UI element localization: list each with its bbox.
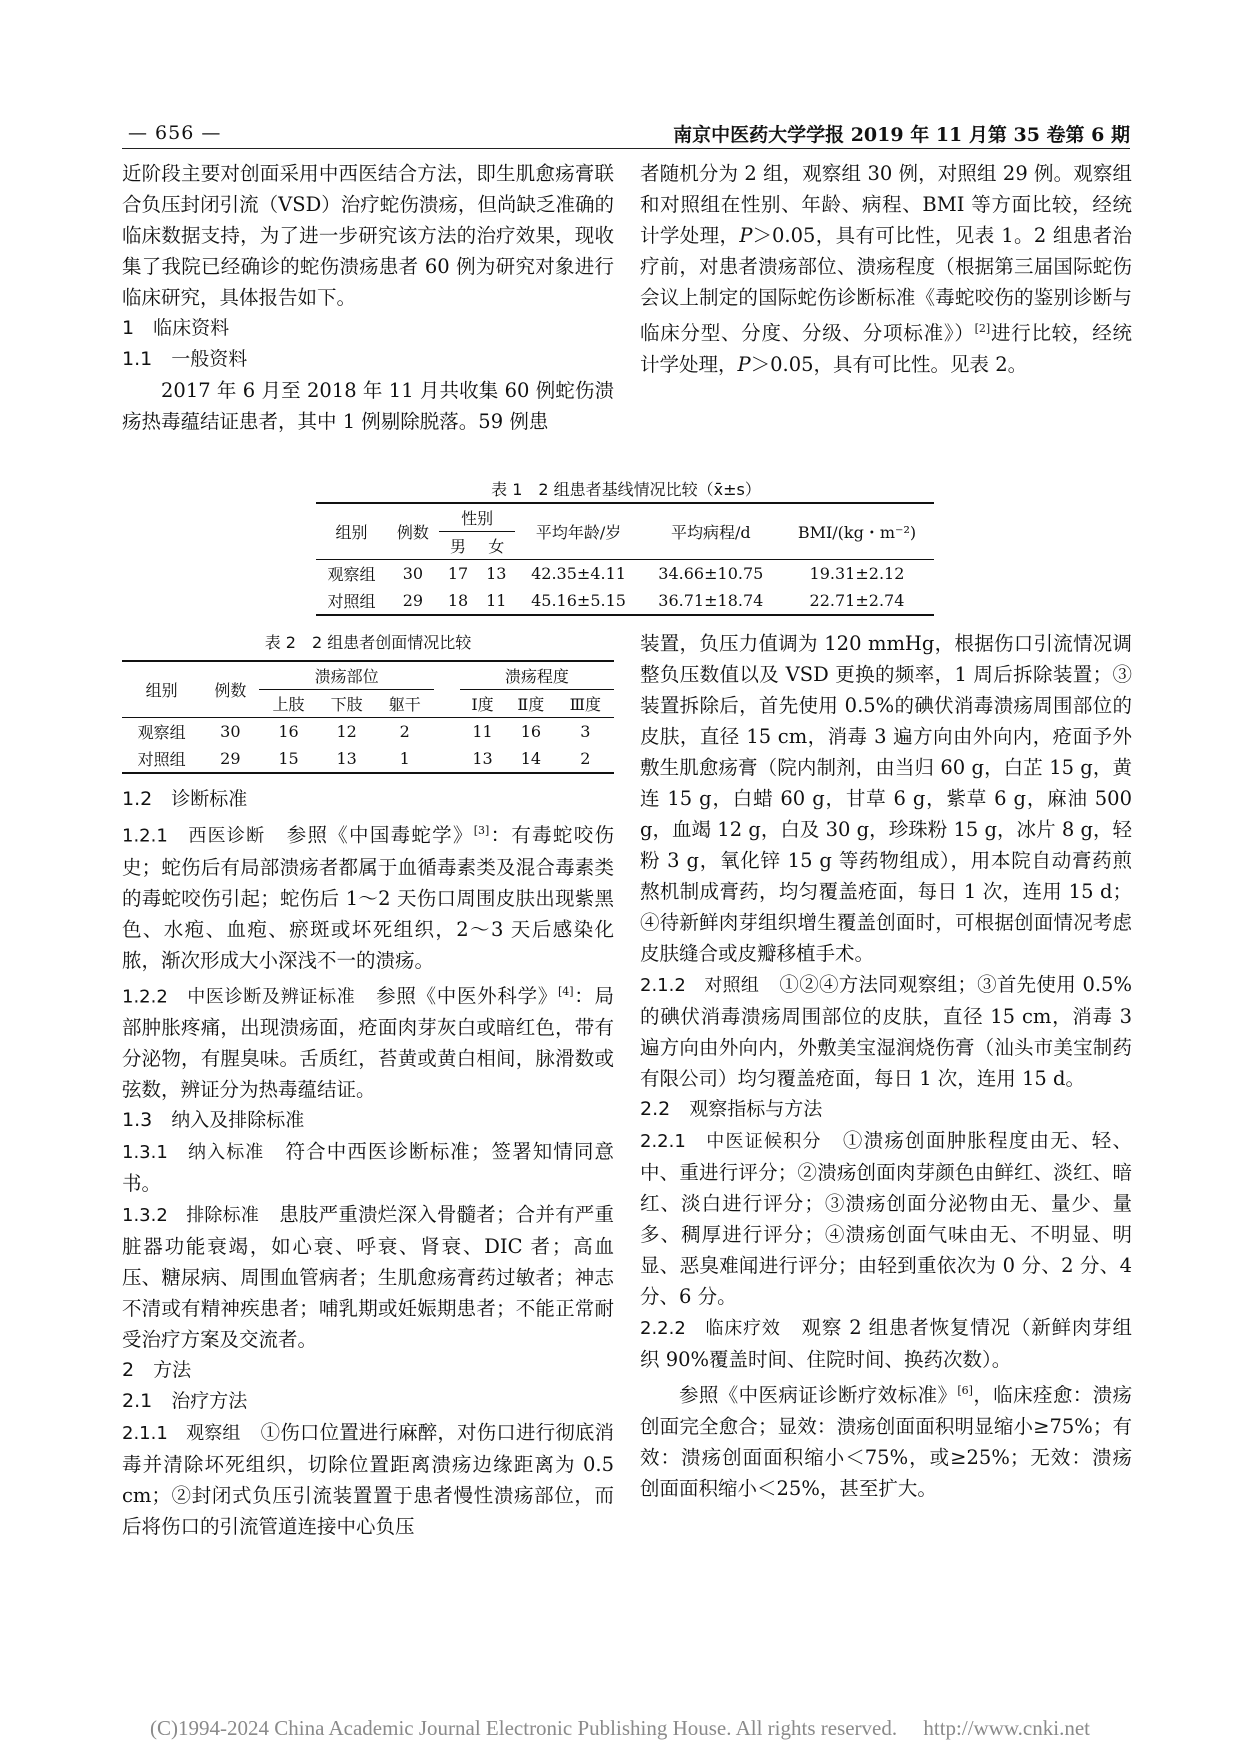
- section-heading-1-3: 1.3 纳入及排除标准: [122, 1109, 305, 1131]
- table-row: 观察组 30 17 13 42.35±4.11 34.66±10.75 19.31±2.12: [327, 564, 905, 584]
- right-column-bottom: [640, 628, 1132, 1504]
- paragraph-efficacy-criteria: 参照《中医病证诊断疗效标准》[6]，临床痊愈：溃疡创面完全愈合；显效：溃疡创面面积明显缩小≥75%；有效：溃疡创面面积缩小＜75%，或≥25%；无效：溃疡创面面积缩小＜25%，甚至扩大。: [640, 1383, 1132, 1500]
- journal-running-head: 南京中医药大学学报 2019 年 11 月第 35 卷第 6 期: [673, 124, 1130, 146]
- table-row: 对照组 29 18 11 45.16±5.15 36.71±18.74 22.71±2.74: [316, 587, 934, 615]
- right-column-top: [640, 158, 1132, 380]
- section-heading-1: 1 临床资料: [122, 317, 230, 339]
- section-heading-1-1: 1.1 一般资料: [122, 348, 248, 370]
- t1-h-group: 组别: [316, 503, 387, 560]
- t2-h-site: 溃疡部位: [259, 661, 433, 690]
- table1-caption: 表 1 2 组患者基线情况比较（x̄±s）: [491, 480, 761, 499]
- left-column-bottom: [122, 784, 614, 1542]
- paragraph-1-3-1: 1.3.1 纳入标准 符合中西医诊断标准；签署知情同意书。: [122, 1140, 614, 1195]
- page-number: — 656 —: [128, 122, 222, 144]
- section-heading-2: 2 方法: [122, 1359, 192, 1381]
- t1-h-female: 女: [477, 532, 515, 560]
- copyright-footer: (C)1994-2024 China Academic Journal Electronic Publishing House. All rights reserved. http://www.cnki.net: [150, 1716, 1090, 1740]
- t1-h-age: 平均年龄/岁: [515, 503, 641, 560]
- table-row: 对照组 29 15 13 1 13 14 2: [122, 745, 614, 773]
- intro-paragraph: 近阶段主要对创面采用中西医结合方法，即生肌愈疡膏联合负压封闭引流（VSD）治疗蛇伤溃疡，但尚缺乏准确的临床数据支持，为了进一步研究该方法的治疗效果，现收集了我院已经确诊的蛇伤溃疡患者 60 例为研究对象进行临床研究，具体报告如下。: [122, 162, 614, 309]
- t1-h-n: 例数: [387, 503, 439, 560]
- t1-h-course: 平均病程/d: [642, 503, 780, 560]
- t2-h-degree: 溃疡程度: [460, 661, 614, 690]
- paragraph-1-2-2: 1.2.2 中医诊断及辨证标准 参照《中医外科学》[4]：局部肿胀疼痛，出现溃疡面，疮面肉芽灰白或暗红色，带有分泌物，有腥臭味。舌质红，苔黄或黄白相间，脉滑数或弦数，辨证分为热毒蕴结证。: [122, 984, 614, 1101]
- paragraph-1-3-2: 1.3.2 排除标准 患肢严重溃烂深入骨髓者；合并有严重脏器功能衰竭，如心衰、呼衰、肾衰、DIC 者；高血压、糖尿病、周围血管病者；生肌愈疡膏药过敏者；神志不清或有精神疾患者；哺乳期或妊娠期患者；不能正常耐受治疗方案及交流者。: [122, 1203, 614, 1351]
- t2-h-n: 例数: [201, 661, 259, 718]
- paragraph-2-1-2: 2.1.2 对照组 ①②④方法同观察组；③首先使用 0.5%的碘伏消毒溃疡周围部位的皮肤，直径 15 cm，消毒 3 遍方向由外向内，外敷美宝湿润烧伤膏（汕头市美宝制药有限公司）均匀覆盖疮面，每日 1 次，连用 15 d。: [640, 973, 1132, 1090]
- paragraph-1-2-1: 1.2.1 西医诊断 参照《中国毒蛇学》[3]：有毒蛇咬伤史；蛇伤后有局部溃疡者都属于血循毒素类及混合毒素类的毒蛇咬伤引起；蛇伤后 1～2 天伤口周围皮肤出现紫黑色、水疱、血疱、瘀斑或坏死组织，2～3 天后感染化脓，渐次形成大小深浅不一的溃疡。: [122, 823, 614, 972]
- t1-h-bmi: BMI/(kg・m⁻²): [780, 503, 934, 560]
- citation-3: [3]: [473, 824, 490, 837]
- citation-6: [6]: [957, 1384, 973, 1397]
- t1-h-sex: 性别: [439, 503, 515, 532]
- table2-caption: 表 2 2 组患者创面情况比较: [264, 633, 472, 652]
- table2: 组别 例数 溃疡部位 溃疡程度 上肢 下肢 躯干 Ⅰ度 Ⅱ度 Ⅲ度 观察组 30 16 12 2 11 16 3 对照组 29 15 13 1 13 14 2: [122, 660, 614, 774]
- t1-h-male: 男: [439, 532, 477, 560]
- paragraph-2-2-2: 2.2.2 临床疗效 观察 2 组患者恢复情况（新鲜肉芽组织 90%覆盖时间、住院时间、换药次数）。: [640, 1316, 1132, 1371]
- section-heading-2-2: 2.2 观察指标与方法: [640, 1098, 823, 1120]
- paragraph-1-1: 2017 年 6 月至 2018 年 11 月共收集 60 例蛇伤溃疡热毒蕴结证患者，其中 1 例剔除脱落。59 例患: [122, 379, 614, 433]
- paragraph-2-1-1-continued: 装置，负压力值调为 120 mmHg，根据伤口引流情况调整负压数值以及 VSD 更换的频率，1 周后拆除装置；③装置拆除后，首先使用 0.5%的碘伏消毒溃疡周围部位的皮肤，直径 15 cm，消毒 3 遍方向由外向内，疮面予外敷生肌愈疡膏（院内制剂，由当归 60 g，白芷 15 g，黄连 15 g，白蜡 60 g，甘草 6 g，紫草 6 g，麻油 500 g，血竭 12 g，白及 30 g，珍珠粉 15 g，冰片 8 g，轻粉 3 g，氧化锌 15 g 等药物组成），用本院自动膏药煎熬机制成膏药，均匀覆盖疮面，每日 1 次，连用 15 d；④待新鲜肉芽组织增生覆盖创面时，可根据创面情况考虑皮肤缝合或皮瓣移植手术。: [640, 632, 1132, 965]
- paragraph-2-2-1: 2.2.1 中医证候积分 ①溃疡创面肿胀程度由无、轻、中、重进行评分；②溃疡创面肉芽颜色由鲜红、淡红、暗红、淡白进行评分；③溃疡创面分泌物由无、量少、量多、稠厚进行评分；④溃疡创面气味由无、不明显、明显、恶臭难闻进行评分；由轻到重依次为 0 分、2 分、4 分、6 分。: [640, 1129, 1132, 1308]
- paragraph-2-1-1: 2.1.1 观察组 ①伤口位置进行麻醉，对伤口进行彻底消毒并清除坏死组织，切除位置距离溃疡边缘距离为 0.5 cm；②封闭式负压引流装置置于患者慢性溃疡部位，而后将伤口的引流管道连接中心负压: [122, 1421, 614, 1538]
- citation-4: [4]: [557, 984, 574, 998]
- table1: [316, 502, 934, 616]
- header-rule: [122, 148, 1130, 149]
- left-column-top: [122, 158, 614, 437]
- table-row: 观察组 30 16 12 2 11 16 3: [137, 722, 591, 742]
- t2-h-group: 组别: [122, 661, 201, 718]
- section-heading-1-2: 1.2 诊断标准: [122, 788, 248, 810]
- section-heading-2-1: 2.1 治疗方法: [122, 1390, 248, 1412]
- citation-2: [2]: [974, 322, 991, 335]
- paragraph-1-1-continued: 者随机分为 2 组，观察组 30 例，对照组 29 例。观察组和对照组在性别、年龄、病程、BMI 等方面比较，经统计学处理，P＞0.05，具有可比性，见表 1。2 组患者治疗前，对患者溃疡部位、溃疡程度（根据第三届国际蛇伤会议上制定的国际蛇伤诊断标准《毒蛇咬伤的鉴别诊断与临床分型、分度、分级、分项标准》）[2]进行比较，经统计学处理，P＞0.05，具有可比性。见表 2。: [640, 162, 1132, 376]
